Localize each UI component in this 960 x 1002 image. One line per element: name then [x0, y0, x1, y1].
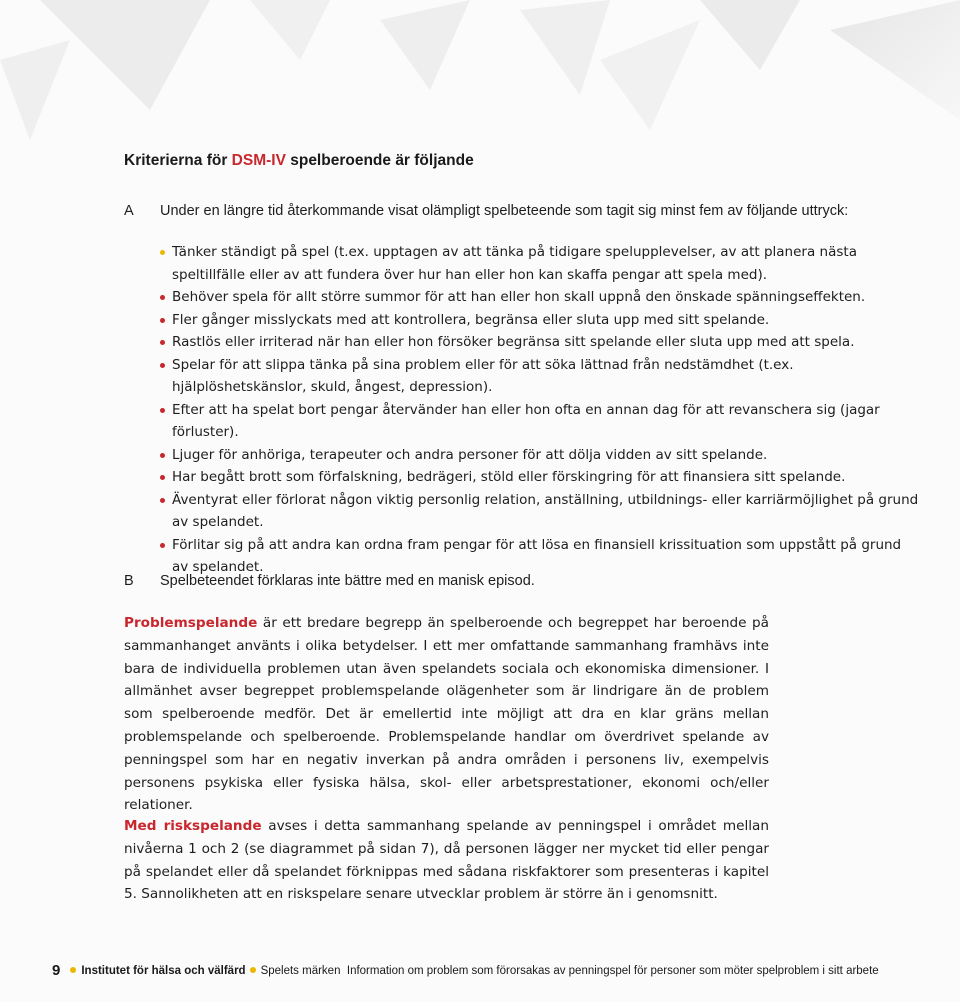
bullet-dot-icon	[160, 475, 165, 480]
bullet-text: Tänker ständigt på spel (t.ex. upptagen av att tänka på tidigare spelupplevelser, av att planera nästa speltillfälle eller av att fundera över hur han eller hon kan skaffa pengar att spela med).	[172, 244, 857, 283]
risk-gambling-term: Med riskspelande	[124, 818, 262, 834]
bullet-dot-icon	[160, 318, 165, 323]
bullet-text: Har begått brott som förfalskning, bedrägeri, stöld eller förskingring för att finansiera sitt spelande.	[172, 469, 846, 485]
criteria-heading	[124, 152, 474, 170]
list-item	[160, 286, 920, 309]
footer-series: Spelets märken	[260, 965, 341, 977]
problem-gambling-paragraph	[124, 612, 769, 817]
criterion-a-letter: A	[124, 203, 134, 219]
bullet-text: Efter att ha spelat bort pengar återvänder han eller hon ofta en annan dag för att revanschera sig (jagar förluster).	[172, 401, 880, 440]
list-item	[160, 489, 920, 534]
bullet-text: Äventyrat eller förlorat någon viktig personlig relation, anställning, utbildnings- eller karriärmöjlighet på grund av spelandet.	[172, 491, 919, 530]
bullet-dot-icon	[160, 408, 165, 413]
bullet-text: Ljuger för anhöriga, terapeuter och andra personer för att dölja vidden av sitt spelande.	[172, 446, 768, 463]
heading-suffix: spelberoende är följande	[285, 152, 474, 169]
list-item	[160, 354, 920, 399]
list-item	[160, 466, 920, 489]
list-item	[160, 399, 920, 444]
problem-gambling-term: Problemspelande	[124, 615, 258, 631]
risk-gambling-text: avses i detta sammanhang spelande av penningspel i området mellan nivåerna 1 och 2 (se diagrammet på sidan 7), då personen lägger ner mycket tid eller pengar på spelandet eller då spelandet förknippas med sådana riskfaktorer som presenteras i kapitel 5. Sannolikheten att en riskspelare senare utvecklar problem är större än i genomsnitt.	[124, 818, 769, 903]
criterion-a-text: Under en längre tid återkommande visat olämpligt spelbeteende som tagit sig minst fem av följande uttryck:	[160, 203, 849, 219]
risk-gambling-paragraph	[124, 815, 769, 906]
list-item	[160, 534, 920, 579]
page-number: 9	[52, 962, 61, 979]
bullet-text: Spelar för att slippa tänka på sina problem eller för att söka lättnad från nedstämdhet (t.ex. hjälplöshetskänslor, skuld, ångest, depression).	[172, 356, 794, 395]
heading-highlight: DSM-IV	[231, 152, 286, 169]
bullet-dot-icon	[160, 250, 165, 255]
list-item	[160, 444, 920, 467]
bullet-dot-icon	[160, 340, 165, 345]
bullet-dot-icon	[160, 295, 165, 300]
criteria-bullet-list	[160, 241, 920, 579]
list-item	[160, 241, 920, 286]
heading-prefix: Kriterierna för	[124, 152, 232, 169]
list-item	[160, 331, 920, 354]
bullet-dot-icon	[160, 543, 165, 548]
footer-dot-icon	[250, 967, 256, 973]
bullet-text: Fler gånger misslyckats med att kontrollera, begränsa eller sluta upp med sitt spelande.	[172, 311, 770, 328]
criterion-b-letter: B	[124, 573, 134, 589]
bullet-dot-icon	[160, 363, 165, 368]
list-item	[160, 309, 920, 332]
page-footer	[52, 962, 879, 979]
footer-dot-icon	[70, 967, 76, 973]
bullet-dot-icon	[160, 498, 165, 503]
bullet-dot-icon	[160, 453, 165, 458]
problem-gambling-text: är ett bredare begrepp än spelberoende och begreppet har beroende på sammanhanget använts i olika betydelser. I ett mer omfattande sammanhang framhävs inte bara de individuella problemen utan även spelandets sociala och ekonomiska dimensioner. I allmänhet avser begreppet problemspelande olägenheter som är lindrigare än de problem som spelberoende medför. Det är emellertid inte möjligt att dra en klar gräns mellan problemspelande och spelberoende. Problemspelande handlar om överdrivet spelande av penningspel som har en negativ inverkan på andra områden i personens liv, exempelvis personens psykiska eller fysiska hälsa, skol- eller arbetsprestationer, ekonomi och/eller relationer.	[124, 615, 769, 814]
criterion-b-text: Spelbeteendet förklaras inte bättre med en manisk episod.	[160, 573, 535, 589]
footer-institute: Institutet för hälsa och välfärd	[81, 965, 246, 977]
bullet-text: Behöver spela för allt större summor för att han eller hon skall uppnå den önskade spänningseffekten.	[172, 289, 866, 305]
footer-subtitle: Information om problem som förorsakas av penningspel för personer som möter spelproblem i sitt arbete	[346, 965, 879, 977]
bullet-text: Förlitar sig på att andra kan ordna fram pengar för att lösa en finansiell krissituation som uppstått på grund av spelandet.	[172, 536, 902, 575]
bullet-text: Rastlös eller irriterad när han eller hon försöker begränsa sitt spelande eller sluta upp med att spela.	[172, 334, 855, 350]
